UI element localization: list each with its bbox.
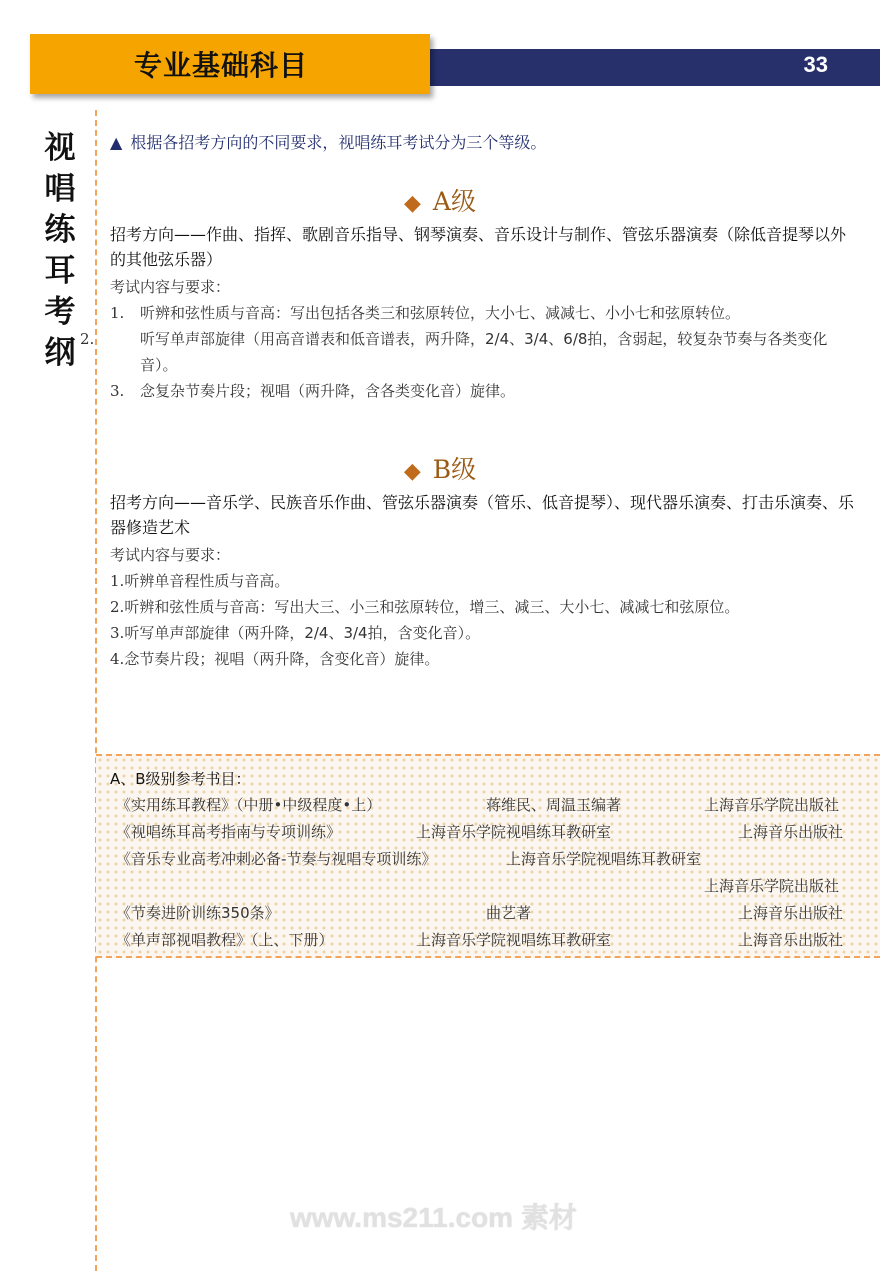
level-a-content-label: 考试内容与要求： [110, 278, 231, 296]
reference-book: 《节奏进阶训练350条》 [116, 904, 280, 922]
reference-publisher: 上海音乐学院出版社 [704, 877, 840, 895]
page-number: 33 [803, 52, 828, 77]
level-b-items [110, 568, 860, 672]
list-item: 1.听辨单音程性质与音高。 [110, 572, 290, 590]
intro-line [110, 130, 546, 153]
triangle-icon: ▲ [110, 133, 123, 152]
level-b-direction: 招考方向——音乐学、民族音乐作曲、管弦乐器演奏（管乐、低音提琴）、现代器乐演奏、打击乐演奏、乐器修造艺术 [110, 493, 855, 537]
level-b-block [110, 490, 860, 672]
level-a-items [80, 300, 860, 404]
level-a-direction: 招考方向——作曲、指挥、歌剧音乐指导、钢琴演奏、音乐设计与制作、管弦乐器演奏（除低音提琴以外的其他弦乐器） [110, 225, 847, 269]
level-a-block [80, 222, 860, 404]
level-b-heading [0, 450, 880, 486]
section-tab [30, 34, 430, 94]
level-b-content-label: 考试内容与要求： [110, 546, 231, 564]
reference-book: 《单声部视唱教程》（上、下册） [116, 931, 334, 949]
reference-book: 《实用练耳教程》（中册•中级程度•上） [116, 796, 382, 814]
reference-publisher: 上海音乐出版社 [738, 931, 844, 949]
section-title: 专业基础科目 [134, 49, 309, 82]
reference-publisher: 上海音乐学院出版社 [704, 796, 840, 814]
side-title: 视唱练耳考纲 [44, 130, 76, 371]
reference-book: 《视唱练耳高考指南与专项训练》 [116, 823, 342, 841]
diamond-icon: ◆ [403, 459, 421, 484]
level-a-heading [0, 182, 880, 218]
reference-author: 蒋维民、周温玉编著 [486, 796, 622, 814]
list-item: 4.念节奏片段；视唱（两升降，含变化音）旋律。 [110, 650, 440, 668]
reference-author: 上海音乐学院视唱练耳教研室 [506, 850, 702, 868]
level-a-title: A级 [432, 187, 476, 216]
list-item: 3.听写单声部旋律（两升降，2/4、3/4拍，含变化音）。 [110, 624, 481, 642]
reference-author: 上海音乐学院视唱练耳教研室 [416, 823, 612, 841]
reference-author: 曲艺著 [486, 904, 532, 922]
reference-publisher: 上海音乐出版社 [738, 823, 844, 841]
list-item: 2. 听写单声部旋律（用高音谱表和低音谱表，两升降，2/4、3/4、6/8拍，含弱起，较复杂节奏与各类变化音）。 [80, 330, 828, 374]
reference-author: 上海音乐学院视唱练耳教研室 [416, 931, 612, 949]
list-item: 1. 听辨和弦性质与音高：写出包括各类三和弦原转位，大小七、减减七、小小七和弦原转位。 [110, 304, 741, 322]
reference-box [96, 754, 880, 958]
intro-text: 根据各招考方向的不同要求，视唱练耳考试分为三个等级。 [130, 133, 547, 152]
reference-publisher: 上海音乐出版社 [738, 904, 844, 922]
diamond-icon: ◆ [404, 191, 421, 216]
reference-book: 《音乐专业高考冲刺必备-节奏与视唱专项训练》 [116, 850, 437, 868]
level-b-title: B级 [432, 455, 477, 484]
list-item: 3. 念复杂节奏片段；视唱（两升降，含各类变化音）旋律。 [110, 382, 516, 400]
reference-title: A、B级别参考书目： [110, 770, 251, 788]
list-item: 2.听辨和弦性质与音高：写出大三、小三和弦原转位，增三、减三、大小七、减减七和弦原位。 [110, 598, 740, 616]
watermark: www.ms211.com 素材 [290, 1202, 577, 1233]
margin-divider [95, 110, 97, 1271]
